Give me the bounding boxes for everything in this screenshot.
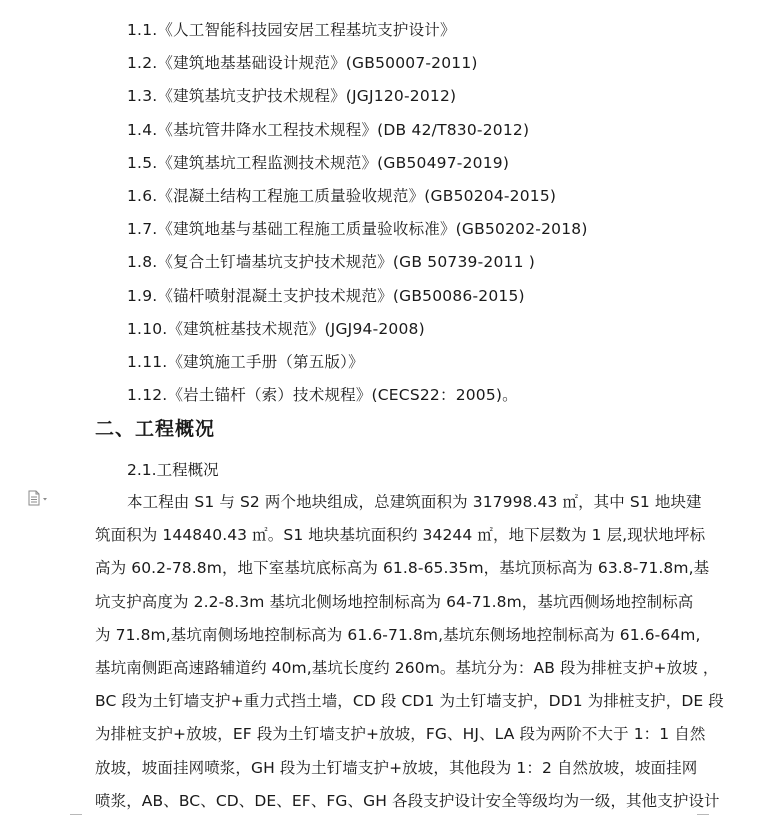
- chevron-down-icon: [43, 498, 47, 501]
- paragraph-line: 基坑南侧距高速路辅道约 40m,基坑长度约 260m。基坑分为：AB 段为排桩支护+放坡 ，: [95, 658, 719, 677]
- document-page-icon: [27, 490, 49, 506]
- paragraph-line: 喷浆，AB、BC、CD、DE、EF、FG、GH 各段支护设计安全等级均为一级，其他支护设计: [95, 791, 720, 810]
- paragraph-line: BC 段为土钉墙支护+重力式挡土墙，CD 段 CD1 为土钉墙支护，DD1 为排桩支护，DE 段: [95, 692, 724, 711]
- paragraph-line: 高为 60.2-78.8m，地下室基坑底标高为 61.8-65.35m，基坑顶标高为 63.8-71.8m,基: [95, 559, 710, 578]
- page-margin-mark: [70, 814, 82, 819]
- reference-item: 1.3.《建筑基坑支护技术规程》(JGJ120-2012): [127, 87, 457, 106]
- document-layout-icon[interactable]: [27, 490, 49, 506]
- paragraph-line: 坑支护高度为 2.2-8.3m 基坑北侧场地控制标高为 64-71.8m，基坑西侧场地控制标高: [95, 592, 694, 611]
- page-margin-mark: [697, 814, 709, 819]
- paragraph-line: 放坡，坡面挂网喷浆，GH 段为土钉墙支护+放坡，其他段为 1：2 自然放坡，坡面挂网: [95, 758, 698, 777]
- reference-item: 1.7.《建筑地基与基础工程施工质量验收标准》(GB50202-2018): [127, 220, 588, 239]
- paragraph-line: 为排桩支护+放坡，EF 段为土钉墙支护+放坡，FG、HJ、LA 段为两阶不大于 1：1 自然: [95, 725, 706, 744]
- reference-item: 1.11.《建筑施工手册（第五版）》: [127, 352, 364, 371]
- reference-item: 1.2.《建筑地基基础设计规范》(GB50007-2011): [127, 54, 478, 73]
- reference-list: [127, 14, 588, 412]
- reference-item: 1.9.《锚杆喷射混凝土支护技术规范》(GB50086-2015): [127, 286, 525, 305]
- reference-item: 1.12.《岩土锚杆（索）技术规程》(CECS22：2005)。: [127, 386, 518, 405]
- paragraph-line: 本工程由 S1 与 S2 两个地块组成，总建筑面积为 317998.43 ㎡，其中 S1 地块建: [127, 493, 702, 511]
- overview-paragraph: [95, 486, 724, 818]
- paragraph-line: 筑面积为 144840.43 ㎡。S1 地块基坑面积约 34244 ㎡，地下层数为 1 层,现状地坪标: [95, 526, 706, 545]
- paragraph-line: 为 71.8m,基坑南侧场地控制标高为 61.6-71.8m,基坑东侧场地控制标高为 61.6-64m,: [95, 625, 701, 644]
- reference-item: 1.10.《建筑桩基技术规范》(JGJ94-2008): [127, 319, 425, 338]
- sub-heading: 2.1.工程概况: [127, 461, 219, 479]
- reference-item: 1.8.《复合土钉墙基坑支护技术规范》(GB 50739-2011 ): [127, 253, 536, 272]
- section-heading: 二、工程概况: [95, 418, 216, 440]
- reference-item: 1.1.《人工智能科技园安居工程基坑支护设计》: [127, 21, 456, 39]
- reference-item: 1.6.《混凝土结构工程施工质量验收规范》(GB50204-2015): [127, 186, 557, 205]
- reference-item: 1.4.《基坑管井降水工程技术规程》(DB 42/T830-2012): [127, 120, 530, 139]
- reference-item: 1.5.《建筑基坑工程监测技术规范》(GB50497-2019): [127, 153, 510, 172]
